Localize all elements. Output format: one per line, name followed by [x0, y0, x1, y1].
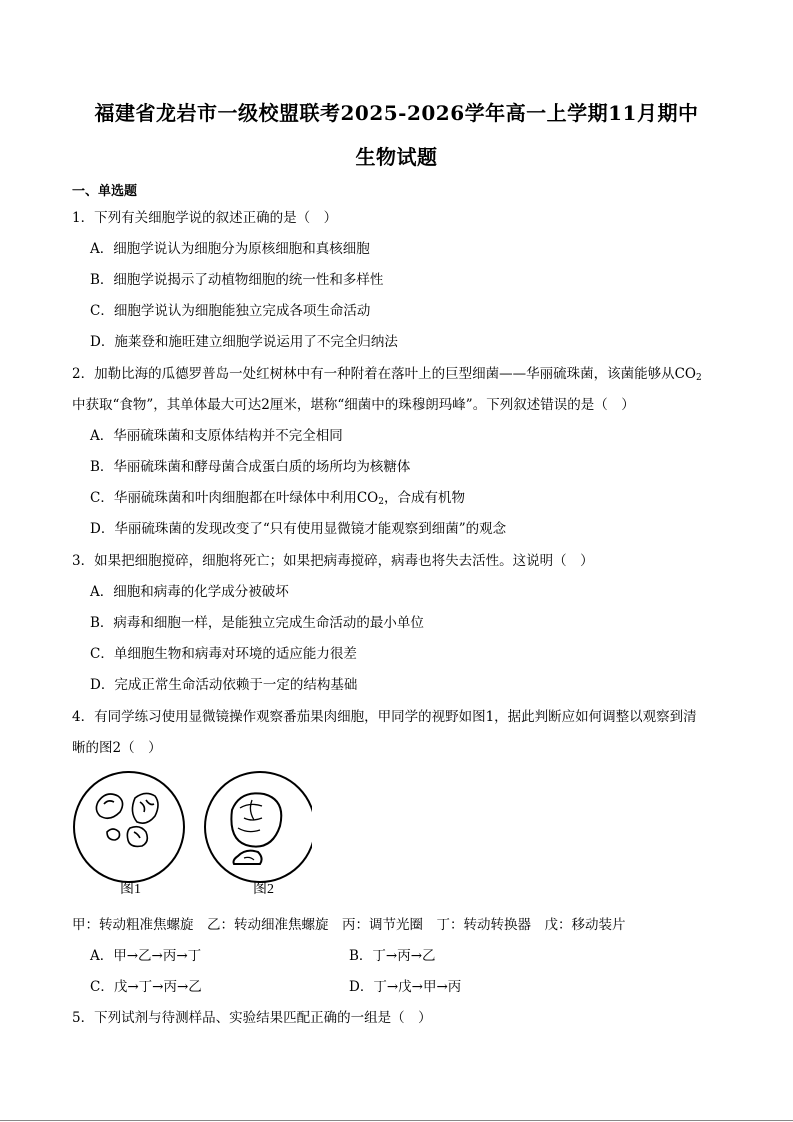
microscope-fields-svg: [72, 770, 312, 900]
q1-option-d: D．施莱登和施旺建立细胞学说运用了不完全归纳法: [90, 334, 398, 350]
q2-stem-line2: 中获取“食物”，其单体最大可达2厘米，堪称“细菌中的珠穆朗玛峰”。下列叙述错误的是（ ）: [72, 397, 635, 413]
fig1-label: 图1: [120, 882, 141, 897]
fig2-label: 图2: [253, 882, 274, 897]
fig1-cells: [96, 793, 158, 846]
q1-option-c: C．细胞学说认为细胞能独立完成各项生命活动: [90, 303, 371, 319]
microscope-figure: [72, 770, 312, 900]
q3-stem: 3．如果把细胞搅碎，细胞将死亡；如果把病毒搅碎，病毒也将失去活性。这说明（ ）: [72, 553, 594, 569]
q5-stem: 5．下列试剂与待测样品、实验结果匹配正确的一组是（ ）: [72, 1010, 432, 1026]
cell: [107, 829, 120, 840]
q4-option-b: B．丁→丙→乙: [349, 948, 436, 964]
q2-option-d: D．华丽硫珠菌的发现改变了“只有使用显微镜才能观察到细菌”的观念: [90, 521, 507, 537]
q2-stem-line1-text: 2．加勒比海的瓜德罗普岛一处红树林中有一种附着在落叶上的巨型细菌——华丽硫珠菌，该菌能够从CO: [72, 366, 696, 382]
q3-option-c: C．单细胞生物和病毒对环境的适应能力很差: [90, 646, 357, 662]
q2-option-c-text: C．华丽硫珠菌和叶肉细胞都在叶绿体中利用CO: [90, 490, 379, 506]
q4-option-d: D．丁→戊→甲→丙: [349, 979, 462, 995]
q4-option-c: C．戊→丁→丙→乙: [90, 979, 202, 995]
q3-option-a: A．细胞和病毒的化学成分被破坏: [90, 584, 289, 600]
q2-option-a: A．华丽硫珠菌和支原体结构并不完全相同: [90, 428, 343, 444]
q2-stem-line1: [72, 362, 702, 383]
q2-option-c: [90, 486, 465, 507]
cell: [96, 794, 122, 818]
field-of-view-1: [74, 772, 184, 882]
q4-stem-line1: 4．有同学练习使用显微镜操作观察番茄果肉细胞，甲同学的视野如图1，据此判断应如何调整以观察到清: [72, 709, 697, 725]
q2-stem-subscript: 2: [696, 373, 702, 383]
q1-option-a: A．细胞学说认为细胞分为原核细胞和真核细胞: [90, 241, 370, 257]
q3-option-b: B．病毒和细胞一样，是能独立完成生命活动的最小单位: [90, 615, 424, 631]
q2-option-b: B．华丽硫珠菌和酵母菌合成蛋白质的场所均为核糖体: [90, 459, 411, 475]
q4-stem-line2: 晰的图2（ ）: [72, 740, 162, 756]
q4-legend: 甲：转动粗准焦螺旋 乙：转动细准焦螺旋 丙：调节光圈 丁：转动转换器 戊：移动装片: [72, 917, 626, 933]
q4-option-a: A．甲→乙→丙→丁: [90, 948, 202, 964]
q2-option-c-tail: ，合成有机物: [383, 490, 465, 506]
q1-stem: 1．下列有关细胞学说的叙述正确的是（ ）: [72, 210, 338, 226]
q1-option-b: B．细胞学说揭示了动植物细胞的统一性和多样性: [90, 272, 384, 288]
q3-option-d: D．完成正常生命活动依赖于一定的结构基础: [90, 677, 358, 693]
exam-subtitle: 生物试题: [355, 145, 438, 169]
page-bottom-rule: [0, 1120, 793, 1121]
q2-option-c-subscript: 2: [378, 497, 384, 507]
section-heading: 一、单选题: [72, 184, 138, 199]
exam-title: 福建省龙岩市一级校盟联考2025-2026学年高一上学期11月期中: [94, 101, 699, 125]
cell: [127, 827, 147, 847]
fig2-cells: [231, 793, 281, 864]
